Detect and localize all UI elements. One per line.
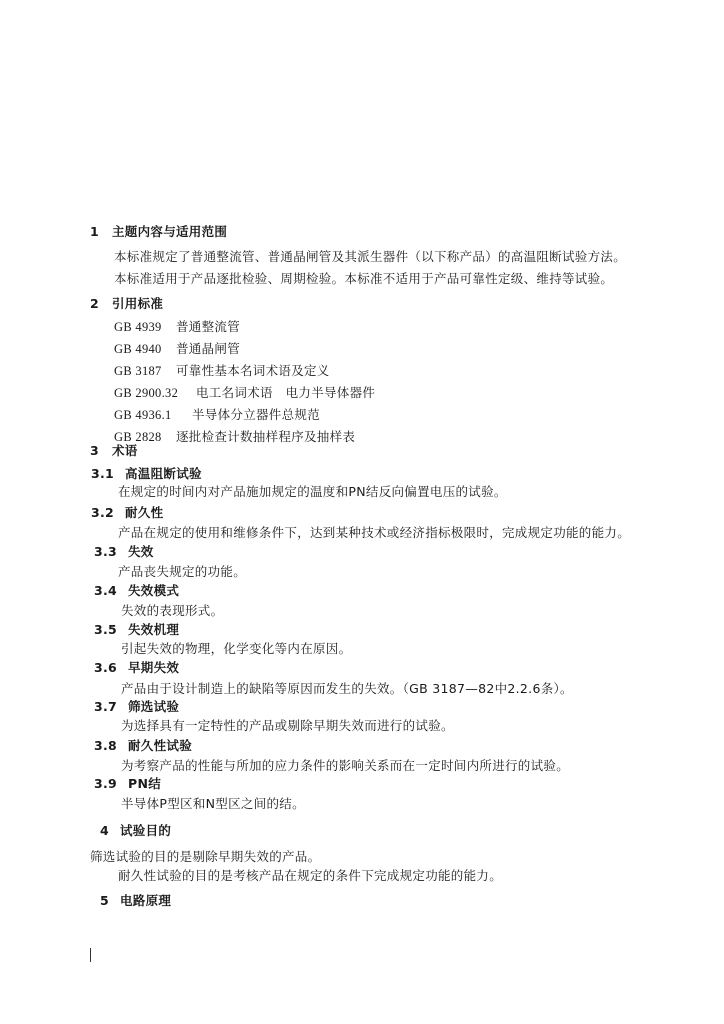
reference-item — [114, 407, 320, 423]
standard-title: 普通晶闸管 — [176, 341, 241, 356]
term-definition: 在规定的时间内对产品施加规定的温度和PN结反向偏置电压的试验。 — [118, 484, 507, 499]
standard-title: 可靠性基本名词术语及定义 — [176, 363, 330, 378]
standard-code: GB 2828 — [114, 430, 162, 444]
standard-code: GB 4939 — [114, 320, 162, 334]
reference-item — [114, 319, 240, 335]
section-number: 2 — [90, 296, 99, 311]
term-heading — [94, 776, 161, 792]
term-title: 筛选试验 — [128, 699, 180, 714]
standard-code: GB 4940 — [114, 342, 162, 356]
section-number: 1 — [90, 224, 99, 239]
standard-title: 逐批检查计数抽样程序及抽样表 — [176, 429, 356, 444]
term-title: 耐久性 — [125, 505, 164, 520]
section-4-heading — [100, 823, 171, 839]
section-number: 5 — [100, 893, 109, 908]
term-heading — [94, 583, 179, 599]
paragraph: 本标准规定了普通整流管、普通晶闸管及其派生器件（以下称产品）的高温阻断试验方法。 — [114, 249, 627, 264]
paragraph: 耐久性试验的目的是考核产品在规定的条件下完成规定功能的能力。 — [118, 868, 503, 883]
term-title: PN结 — [128, 776, 162, 791]
standard-code: GB 2900.32 — [114, 386, 179, 400]
reference-item — [114, 341, 240, 357]
term-title: 失效 — [128, 544, 154, 559]
reference-item — [114, 429, 355, 445]
section-2-heading — [90, 296, 163, 312]
term-heading — [94, 660, 179, 676]
term-title: 失效模式 — [128, 583, 180, 598]
section-5-heading — [100, 893, 171, 909]
section-title: 引用标准 — [112, 296, 164, 311]
term-number: 3.6 — [94, 660, 118, 675]
reference-item — [114, 385, 375, 401]
term-number: 3.3 — [94, 544, 118, 559]
term-number: 3.2 — [91, 505, 115, 520]
term-title: 早期失效 — [128, 660, 180, 675]
term-definition: 半导体P型区和N型区之间的结。 — [121, 796, 305, 811]
term-number: 3.5 — [94, 622, 118, 637]
term-number: 3.7 — [94, 699, 118, 714]
section-1-heading — [90, 224, 227, 240]
paragraph: 筛选试验的目的是剔除早期失效的产品。 — [90, 849, 321, 864]
section-title: 试验目的 — [120, 823, 172, 838]
section-number: 3 — [90, 443, 99, 458]
standard-code: GB 4936.1 — [114, 408, 172, 422]
term-heading — [94, 622, 179, 638]
term-title: 耐久性试验 — [128, 738, 193, 753]
term-heading — [91, 505, 163, 521]
term-number: 3.8 — [94, 738, 118, 753]
section-title: 术语 — [112, 443, 138, 458]
term-heading — [91, 466, 202, 482]
term-definition: 产品在规定的使用和维修条件下，达到某种技术或经济指标极限时，完成规定功能的能力。 — [118, 525, 631, 540]
term-definition: 引起失效的物理，化学变化等内在原因。 — [121, 641, 352, 656]
standard-code: GB 3187 — [114, 364, 162, 378]
paragraph: 本标准适用于产品逐批检验、周期检验。本标准不适用于产品可靠性定级、维持等试验。 — [114, 271, 614, 286]
term-number: 3.4 — [94, 583, 118, 598]
margin-mark — [90, 948, 91, 962]
term-definition: 产品由于设计制造上的缺陷等原因而发生的失效。（GB 3187—82中2.2.6条）。 — [121, 681, 573, 696]
term-definition: 为选择具有一定特性的产品或剔除早期失效而进行的试验。 — [121, 718, 454, 733]
section-3-heading — [90, 443, 138, 459]
term-number: 3.9 — [94, 776, 118, 791]
term-number: 3.1 — [91, 466, 115, 481]
standard-title: 电工名词术语 电力半导体器件 — [196, 385, 376, 400]
term-definition: 为考察产品的性能与所加的应力条件的影响关系而在一定时间内所进行的试验。 — [121, 758, 570, 773]
term-heading — [94, 544, 154, 560]
section-title: 电路原理 — [120, 893, 172, 908]
section-number: 4 — [100, 823, 109, 838]
section-title: 主题内容与适用范围 — [112, 224, 228, 239]
term-heading — [94, 738, 192, 754]
term-definition: 失效的表现形式。 — [121, 603, 224, 618]
term-title: 失效机理 — [128, 622, 180, 637]
standard-title: 普通整流管 — [176, 319, 241, 334]
term-title: 高温阻断试验 — [125, 466, 202, 481]
term-definition: 产品丧失规定的功能。 — [118, 564, 247, 579]
reference-item — [114, 363, 330, 379]
term-heading — [94, 699, 179, 715]
standard-title: 半导体分立器件总规范 — [192, 407, 321, 422]
